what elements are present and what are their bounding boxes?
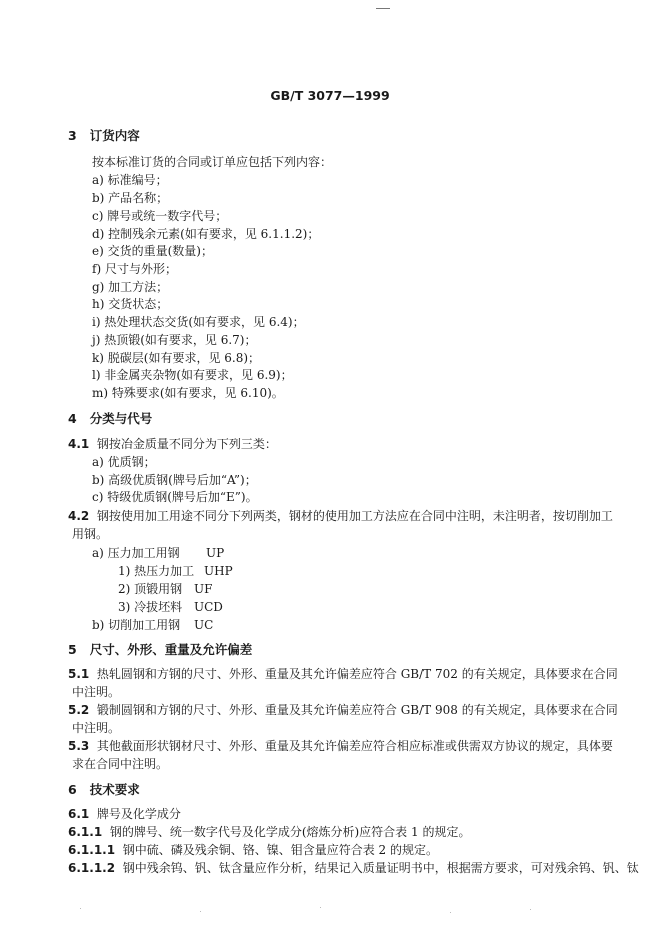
section-number: 6 [68, 782, 77, 797]
scan-mark [376, 8, 390, 9]
section-6-heading [68, 784, 140, 797]
clause-text: 钢中残余钨、钒、钛含量应作分析，结果记入质量证明书中，根据需方要求，可对残余钨、钒、钛 [122, 861, 639, 875]
clause-number: 6.1.1.2 [68, 861, 116, 875]
clause-number: 4.1 [68, 437, 90, 451]
usage-class-label: a) 压力加工用钢 [92, 546, 180, 560]
clause-text: 锻制圆钢和方钢的尺寸、外形、重量及其允许偏差应符合 GB/T 908 的有关规定，具体要求在合同 [96, 703, 618, 717]
list-item: i) 热处理状态交货(如有要求，见 6.4)； [92, 315, 305, 329]
list-item: h) 交货状态； [92, 297, 169, 311]
usage-class-row [118, 583, 212, 595]
section-4-heading [68, 413, 152, 426]
scan-noise [60, 905, 600, 915]
clause-number: 5.3 [68, 739, 90, 753]
section-number: 5 [68, 642, 77, 657]
clause-text-continued: 用钢。 [72, 527, 109, 541]
clause-number: 6.1.1 [68, 825, 103, 839]
clause-number: 4.2 [68, 509, 90, 523]
list-item: a) 优质钢； [92, 455, 156, 469]
clause-5-3 [68, 740, 613, 752]
usage-class-code: UF [194, 582, 213, 596]
section-3-intro: 按本标准订货的合同或订单应包括下列内容： [92, 155, 333, 169]
list-item: f) 尺寸与外形； [92, 262, 177, 276]
clause-5-1 [68, 668, 618, 680]
list-item: c) 牌号或统一数字代号； [92, 209, 228, 223]
clause-4-1 [68, 438, 277, 450]
list-item: e) 交货的重量(数量)； [92, 244, 213, 258]
clause-number: 6.1 [68, 807, 90, 821]
usage-class-code: UCD [194, 600, 223, 614]
page-header: GB/T 3077—1999 [270, 88, 390, 103]
clause-text-continued: 中注明。 [72, 685, 121, 699]
section-number: 4 [68, 411, 77, 426]
clause-text: 热轧圆钢和方钢的尺寸、外形、重量及其允许偏差应符合 GB/T 702 的有关规定，具体要求在合同 [96, 667, 618, 681]
clause-6-1-1 [68, 826, 470, 838]
usage-class-row [92, 619, 213, 631]
usage-class-code: UP [206, 546, 225, 560]
list-item: m) 特殊要求(如有要求，见 6.10)。 [92, 386, 284, 400]
list-item: l) 非金属夹杂物(如有要求，见 6.9)； [92, 368, 293, 382]
clause-text: 钢的牌号、统一数字代号及化学成分(熔炼分析)应符合表 1 的规定。 [109, 825, 471, 839]
usage-class-label: 1) 热压力加工 [118, 564, 195, 578]
section-title: 订货内容 [89, 128, 140, 143]
usage-class-code: UHP [204, 564, 233, 578]
section-5-heading [68, 644, 252, 657]
usage-class-row [92, 547, 224, 559]
clause-text-continued: 中注明。 [72, 721, 121, 735]
usage-class-label: 2) 顶锻用钢 [118, 582, 183, 596]
section-title: 技术要求 [89, 782, 140, 797]
list-item: g) 加工方法； [92, 280, 169, 294]
section-3-heading [68, 130, 140, 143]
clause-number: 5.2 [68, 703, 90, 717]
usage-class-label: 3) 冷拔坯料 [118, 600, 183, 614]
clause-5-2 [68, 704, 618, 716]
clause-text: 其他截面形状钢材尺寸、外形、重量及其允许偏差应符合相应标准或供需双方协议的规定，具体要 [96, 739, 613, 753]
section-number: 3 [68, 128, 77, 143]
clause-6-1 [68, 808, 181, 820]
clause-text: 钢按使用加工用途不同分下列两类，钢材的使用加工方法应在合同中注明，未注明者，按切削加工 [96, 509, 613, 523]
usage-class-code: UC [194, 618, 214, 632]
clause-4-2 [68, 510, 613, 522]
clause-6-1-1-2 [68, 862, 639, 874]
clause-text: 牌号及化学成分 [96, 807, 181, 821]
list-item: b) 产品名称； [92, 191, 169, 205]
list-item: b) 高级优质钢(牌号后加“A”)； [92, 473, 257, 487]
clause-text-continued: 求在合同中注明。 [72, 757, 169, 771]
list-item: j) 热顶锻(如有要求，见 6.7)； [92, 333, 257, 347]
clause-text: 钢中硫、磷及残余铜、铬、镍、钼含量应符合表 2 的规定。 [122, 843, 438, 857]
clause-text: 钢按冶金质量不同分为下列三类： [96, 437, 277, 451]
usage-class-label: b) 切削加工用钢 [92, 618, 181, 632]
list-item: a) 标准编号； [92, 173, 168, 187]
list-item: c) 特级优质钢(牌号后加“E”)。 [92, 490, 258, 504]
clause-6-1-1-1 [68, 844, 438, 856]
usage-class-row [118, 601, 223, 613]
list-item: k) 脱碳层(如有要求，见 6.8)； [92, 351, 261, 365]
clause-number: 5.1 [68, 667, 90, 681]
list-item: d) 控制残余元素(如有要求，见 6.1.1.2)； [92, 227, 320, 241]
clause-number: 6.1.1.1 [68, 843, 116, 857]
usage-class-row [118, 565, 233, 577]
section-title: 分类与代号 [89, 411, 153, 426]
section-title: 尺寸、外形、重量及允许偏差 [89, 642, 253, 657]
